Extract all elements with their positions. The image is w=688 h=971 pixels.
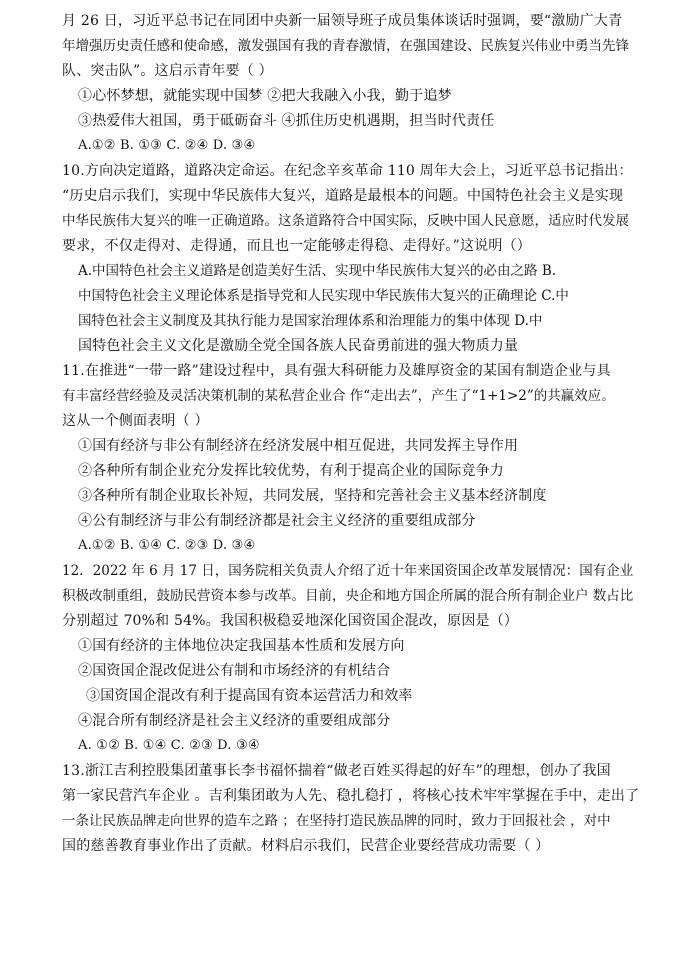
q9-stem-line-2: 年增强历史责任感和使命感，激发强国有我的青春激情，在强国建设、民族复兴伟业中勇当先锋 xyxy=(62,38,629,54)
q11-item-4: ④公有制经济与非公有制经济都是社会主义经济的重要组成部分 xyxy=(78,513,476,529)
q11-item-2: ②各种所有制企业充分发挥比较优势，有利于提高企业的国际竞争力 xyxy=(78,463,504,479)
q10-stem-line-1: 10.方向决定道路，道路决定命运。在纪念辛亥革命 110 周年大会上，习近平总书记指出： xyxy=(62,163,633,179)
q9-item-3-4: ③热爱伟大祖国，勇于砥砺奋斗 ④抓住历史机遇期，担当时代责任 xyxy=(78,113,495,129)
q10-stem-line-4: 要求，不仅走得对、走得通，而且也一定能够走得稳、走得好。”这说明（） xyxy=(62,238,531,254)
q11-item-3: ③各种所有制企业取长补短，共同发展，坚持和完善社会主义基本经济制度 xyxy=(78,488,547,504)
q9-stem-line-3: 队、突击队”。这启示青年要（ ） xyxy=(62,63,273,79)
q13-stem-line-4: 国的慈善教育事业作出了贡献。材料启示我们，民营企业要经营成功需要（ ） xyxy=(62,838,550,854)
q10-stem-line-3: 中华民族伟大复兴的唯一正确道路。这条道路符合中国实际，反映中国人民意愿，适应时代发展 xyxy=(62,213,629,229)
q10-option-b: 中国特色社会主义理论体系是指导党和人民实现中华民族伟大复兴的正确理论 C.中 xyxy=(78,288,569,304)
q9-stem-line-1: 月 26 日，习近平总书记在同团中央新一届领导班子成员集体谈话时强调，要“激励广大青 xyxy=(62,13,623,29)
q12-stem-line-2: 积极改制重组，鼓励民营资本参与改革。目前，央企和地方国企所属的混合所有制企业户 数占比 xyxy=(62,588,634,604)
q10-option-c: 国特色社会主义制度及其执行能力是国家治理体系和治理能力的集中体现 D.中 xyxy=(78,313,543,329)
q13-stem-line-2: 第一家民营汽车企业 。吉利集团敢为人先、稳扎稳打 ，将核心技术牢牢掌握在手中，走出了 xyxy=(62,788,640,804)
q9-options: A.①② B. ①③ C. ②④ D. ③④ xyxy=(78,138,256,153)
q13-stem-line-3: 一条让民族品牌走向世界的造车之路 ；在坚持打造民族品牌的同时，致力于回报社会 ，对中 xyxy=(62,813,611,829)
q11-stem-line-2: 有丰富经营经验及灵活决策机制的某私营企业合 作“走出去”，产生了“1+1>2”的共赢效应。 xyxy=(62,388,615,404)
q10-option-d: 国特色社会主义文化是激励全党全国各族人民奋勇前进的强大物质力量 xyxy=(78,338,519,354)
q10-option-a: A.中国特色社会主义道路是创造美好生活、实现中华民族伟大复兴的必由之路 B. xyxy=(78,263,557,279)
q12-stem-line-1: 12．2022 年 6 月 17 日，国务院相关负责人介绍了近十年来国资国企改革发展情况：国有企业 xyxy=(62,563,634,579)
q11-stem-line-1: 11.在推进“一带一路”建设过程中，具有强大科研能力及雄厚资金的某国有制造企业与具 xyxy=(62,363,611,379)
q12-item-4: ④混合所有制经济是社会主义经济的重要组成部分 xyxy=(78,713,391,729)
q11-stem-line-3: 这从一个侧面表明（ ） xyxy=(62,413,209,429)
q12-item-2: ②国资国企混改促进公有制和市场经济的有机结合 xyxy=(78,663,391,679)
q12-item-3: ③国资国企混改有利于提高国有资本运营活力和效率 xyxy=(86,688,413,704)
q11-item-1: ①国有经济与非公有制经济在经济发展中相互促进，共同发挥主导作用 xyxy=(78,438,519,454)
q12-item-1: ①国有经济的主体地位决定我国基本性质和发展方向 xyxy=(78,638,405,654)
q10-stem-line-2: “历史启示我们，实现中华民族伟大复兴，道路是最根本的问题。中国特色社会主义是实现 xyxy=(62,188,624,204)
q12-options: A. ①② B. ①④ C. ②③ D. ③④ xyxy=(78,738,260,753)
q9-item-1-2: ①心怀梦想，就能实现中国梦 ②把大我融入小我，勤于追梦 xyxy=(78,88,452,104)
q13-stem-line-1: 13.浙江吉利控股集团董事长李书福怀揣着“做老百姓买得起的好车”的理想，创办了我国 xyxy=(62,763,611,779)
q11-options: A.①② B. ①④ C. ②③ D. ③④ xyxy=(78,538,256,553)
q12-stem-line-3: 分别超过 70%和 54%。我国积极稳妥地深化国资国企混改，原因是（） xyxy=(62,613,519,629)
